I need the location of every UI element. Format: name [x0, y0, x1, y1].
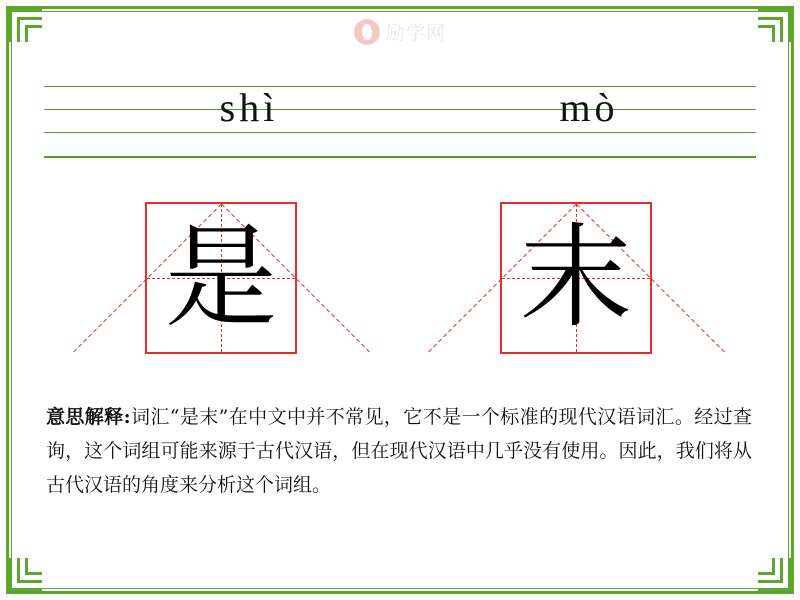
corner-ornament-top-left	[8, 8, 42, 42]
character-glyph-second: 末	[520, 213, 632, 343]
character-box-first	[145, 202, 297, 354]
corner-ornament-bottom-right	[758, 558, 792, 592]
flame-badge-icon	[354, 19, 380, 45]
corner-ornament-bottom-left	[8, 558, 42, 592]
character-grid-row	[0, 200, 800, 365]
staff-line-4	[44, 156, 756, 158]
explanation-label: 意思解释:	[46, 406, 131, 428]
pinyin-second: mò	[559, 85, 619, 130]
site-watermark	[354, 18, 446, 45]
watermark-label: 励学网	[385, 23, 447, 44]
character-box-second	[500, 202, 652, 354]
character-glyph-first: 是	[165, 213, 277, 343]
pinyin-first: shì	[219, 85, 279, 130]
explanation-body: 词汇“是末”在中文中并不常见，它不是一个标准的现代汉语词汇。经过查询，这个词组可能来源于古代汉语，但在现代汉语中几乎没有使用。因此，我们将从古代汉语的角度来分析这个词组。	[46, 406, 752, 496]
pinyin-staff	[44, 86, 756, 164]
corner-ornament-top-right	[758, 8, 792, 42]
explanation-paragraph	[46, 400, 752, 502]
